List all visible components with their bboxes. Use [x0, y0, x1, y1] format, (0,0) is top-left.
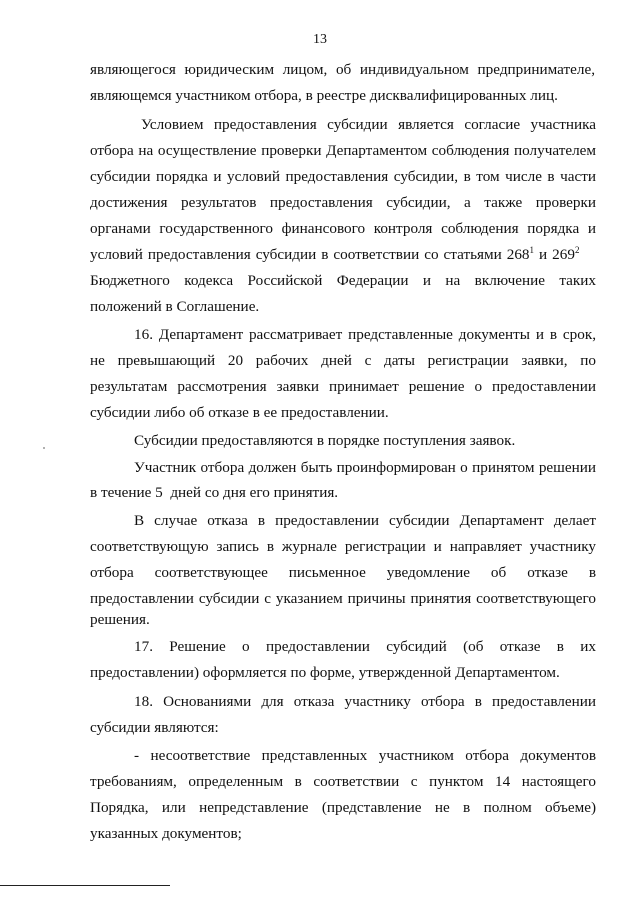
- text-line: 16. Департамент рассматривает представленные документы и в срок,: [134, 326, 596, 343]
- text-fragment: условий предоставления субсидии в соответствии со статьями 268: [90, 246, 530, 263]
- text-line: предоставлении) оформляется по форме, утвержденной Департаментом.: [90, 664, 560, 681]
- text-line: отбора соответствующее письменное уведомление об отказе в: [90, 564, 596, 581]
- scan-speck: [43, 447, 45, 449]
- list-item-line: - несоответствие представленных участником отбора документов: [134, 747, 596, 764]
- text-line: В случае отказа в предоставлении субсидии Департамент делает: [134, 512, 596, 529]
- text-line: органами государственного финансового контроля соблюдения порядка и: [90, 220, 596, 237]
- page-number: 13: [313, 32, 327, 47]
- text-line-with-superscripts: [90, 245, 596, 265]
- text-line: положений в Соглашение.: [90, 298, 260, 315]
- text-line: требованиям, определенным в соответствии с пунктом 14 настоящего: [90, 773, 596, 790]
- text-line: 17. Решение о предоставлении субсидий (об отказе в их: [134, 638, 596, 655]
- text-line: указанных документов;: [90, 825, 242, 842]
- text-line: субсидии являются:: [90, 719, 219, 736]
- text-line: предоставлении субсидии с указанием причины принятия соответствующего: [90, 590, 596, 607]
- footnote-separator: [0, 885, 170, 886]
- footnote-marker: 1: [529, 245, 535, 255]
- text-line: являющегося юридическим лицом, об индивидуальном предпринимателе,: [90, 61, 595, 78]
- text-line: являющемся участником отбора, в реестре дисквалифицированных лиц.: [90, 87, 558, 104]
- text-line: Бюджетного кодекса Российской Федерации и на включение таких: [90, 272, 596, 289]
- text-line: в течение 5 дней со дня его принятия.: [90, 484, 339, 501]
- text-fragment: и 269: [534, 246, 575, 263]
- text-line: Субсидии предоставляются в порядке поступления заявок.: [134, 432, 516, 449]
- text-line: достижения результатов предоставления субсидии, а также проверки: [90, 194, 596, 211]
- footnote-marker: 2: [574, 245, 580, 255]
- text-line: Участник отбора должен быть проинформирован о принятом решении: [134, 459, 596, 476]
- text-line: решения.: [90, 611, 150, 628]
- text-line: результатам рассмотрения заявки принимает решение о предоставлении: [90, 378, 596, 395]
- text-line: Условием предоставления субсидии является согласие участника: [141, 116, 596, 133]
- text-line: Порядка, или непредставление (представление не в полном объеме): [90, 799, 596, 816]
- text-line: субсидии либо об отказе в ее предоставлении.: [90, 404, 389, 421]
- text-line: соответствующую запись в журнале регистрации и направляет участнику: [90, 538, 596, 555]
- text-line: отбора на осуществление проверки Департаментом соблюдения получателем: [90, 142, 596, 159]
- text-line: 18. Основаниями для отказа участнику отбора в предоставлении: [134, 693, 596, 710]
- text-line: не превышающий 20 рабочих дней с даты регистрации заявки, по: [90, 352, 596, 369]
- text-line: субсидии порядка и условий предоставления субсидии, в том числе в части: [90, 168, 596, 185]
